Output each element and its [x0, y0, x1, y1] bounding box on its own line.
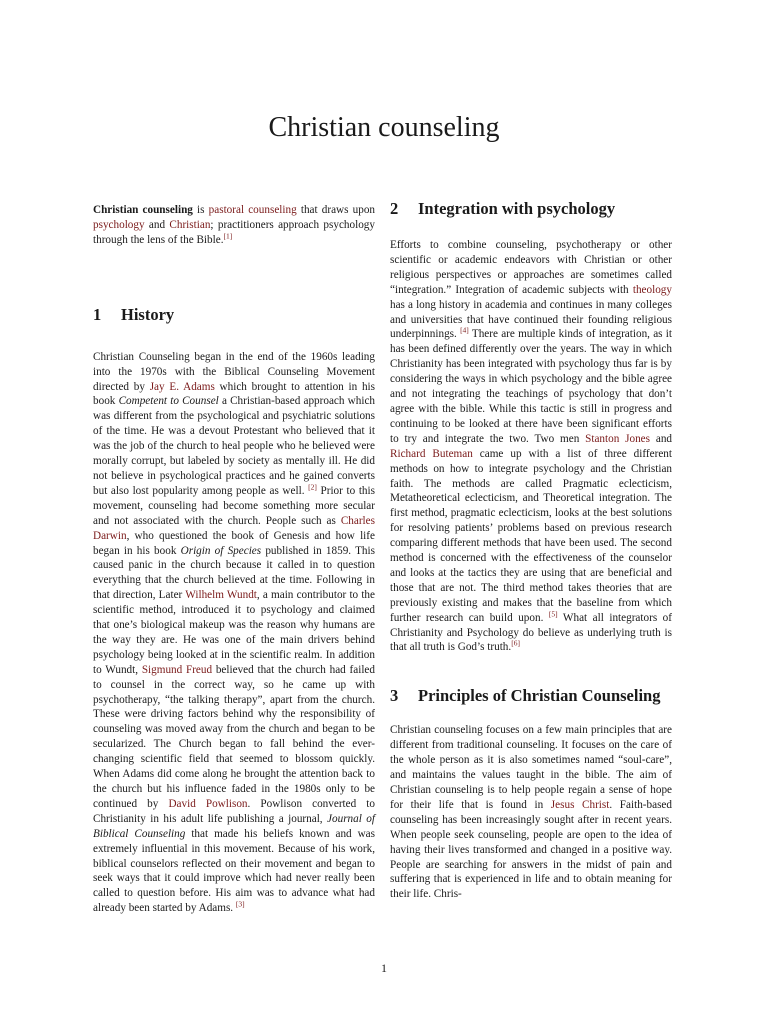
section-heading-principles: [390, 685, 672, 707]
text-span: is: [192, 204, 209, 216]
link-richard-buteman[interactable]: Richard Buteman: [390, 447, 473, 460]
page-number: 1: [381, 961, 387, 975]
section-heading-history: [93, 304, 375, 326]
section-heading-integration: [390, 198, 672, 220]
text-span: . Powlison converted to Christianity in his adult life publishing a journal,: [93, 797, 375, 825]
principles-paragraph: [390, 723, 672, 902]
section-number: 1: [93, 304, 102, 324]
citation-3[interactable]: [3]: [235, 899, 245, 909]
citation-5[interactable]: [5]: [548, 608, 558, 618]
text-span: that draws upon: [296, 204, 376, 216]
text-span: ; practitioners approach psychology through the lens of the Bible.: [93, 218, 375, 246]
text-span: . Faith-based counseling has been increasingly sought after in recent years. When people seek counseling, people are open to the idea of having their lives transformed and changed in a positive way. People are searching for answers in the midst of pain and suffering that is experienced in life and to obtain meaning for their life. Chris-: [390, 798, 672, 901]
text-span: There are multiple kinds of integration, as it has been defined differently over the years. The way in which Christianity has been integrated with psychology thus far is by considering the ways in which psychology and the bible agree and not integrating the teachings of psychology that don’t agree with the bible. While this tactic is still in progress and continuing to be looked at there have been significant efforts to try and integrate the two. Two men: [390, 328, 672, 445]
text-span: Efforts to combine counseling, psychotherapy or other scientific or academic endeavors with Christian or other religious perspectives or approaches are sometimes called “integration.” Integration of academic subjects with: [390, 239, 672, 296]
citation-6[interactable]: [6]: [511, 638, 520, 648]
section-title: History: [121, 304, 175, 324]
link-sigmund-freud[interactable]: Sigmund Freud: [141, 663, 213, 676]
text-span: Christian Counseling began in the end of the 1960s leading into the 1970s with the Biblical Counseling Movement directed by: [93, 350, 375, 393]
text-span: Christian counseling focuses on a few main principles that are different from traditional counseling. It focuses on the care of the whole person as it is also sometimes named “soul-care”, and maintains the values taught in the bible. The aim of Christian counseling is to help people regain a sense of hope for their life that is found in: [390, 724, 672, 811]
text-span: came up with a list of three different methods on how to integrate psychology and the Christian faith. The methods are called Pragmatic eclecticism, Metatheoretical eclecticism, and Theoretical integration. The first method, pragmatic eclecticism, looks at the best solutions for resolving patients’ problems based on previous research comparing different methods that have been used. The second method is concerned with the effectiveness of the counselor and looks at the tactics they are using that are beneficial and those that are not. The third method takes theories that are previously existing and makes that the baseline from which further research can build upon.: [390, 447, 672, 624]
integration-paragraph: [390, 238, 672, 655]
text-span: and: [650, 432, 673, 445]
link-jesus-christ[interactable]: Jesus Christ: [550, 798, 610, 811]
link-jay-e-adams[interactable]: Jay E. Adams: [149, 380, 215, 393]
section-number: 2: [390, 199, 399, 218]
text-span: , a main contributor to the scientific method, introduced it to psychology and claimed that one’s biological makeup was the reason why humans are the way they are. He was one of the main drivers behind psychology being looked at in the scientific realm. In addition to Wundt,: [93, 589, 375, 676]
text-span: has a long history in academia and continues in many colleges and universities that have continued their founding religious underpinnings.: [390, 298, 672, 341]
link-wilhelm-wundt[interactable]: Wilhelm Wundt: [185, 589, 257, 602]
text-span: Prior to this movement, counseling had become something more secular and not associated with the church. People such as: [93, 484, 375, 527]
text-span: a Christian-based approach which was different from the psychological and psychiatric solutions of the time. He was a devout Protestant who believed that it was the job of the church to heal people who he believed were morally corrupt, but labeled by society as mentally ill. He did not believe in psychological practices and he gained converts but also lost popularity among people as well.: [93, 395, 376, 497]
left-column: [93, 203, 375, 916]
page-title: Christian counseling: [268, 112, 500, 143]
text-span: which brought to attention in his book: [93, 380, 376, 408]
section-number: 3: [390, 686, 399, 706]
section-title: Integration with psychology: [418, 199, 616, 218]
link-charles-darwin[interactable]: Charles Darwin: [93, 514, 375, 542]
link-david-powlison[interactable]: David Powlison: [168, 797, 248, 810]
text-span: published in 1859. This caused panic in the church because it called in to question everything that the church believed at the time. Following in that direction, Later: [93, 544, 375, 602]
citation-2[interactable]: [2]: [308, 482, 317, 492]
book-title: Competent to Counsel: [118, 395, 219, 408]
text-span: that made his beliefs known and was extremely influential in this movement. Because of his work, biblical counselors reflected on their movement and began to seek ways that it could improve which had never really been called to question before. His aim was to advance what had already been started by Adams.: [93, 827, 375, 915]
right-column: [390, 198, 672, 902]
text-span: believed that the church had failed to counsel in the correct way, so he came up with psychotherapy, “the talking therapy”, apart from the church. These were driving factors behind why the responsibility of counseling was moved away from the church and began to be secularized. The Church began to fall behind the ever-changing scientific field that seemed to blossom quickly. When Adams did come along he brought the attention back to the church but his influence faded in the 1980s only to be continued by: [93, 663, 375, 810]
text-span: What all integrators of Christianity and Psychology do believe as underlying truth is that all truth is God’s truth.: [390, 611, 672, 654]
journal-title: Journal of Biblical Counseling: [93, 812, 375, 840]
text-span: and: [144, 218, 170, 231]
link-psychology[interactable]: psychology: [93, 218, 145, 231]
link-stanton-jones[interactable]: Stanton Jones: [585, 432, 651, 445]
link-christian[interactable]: Christian: [169, 218, 211, 231]
lead-paragraph: [93, 203, 375, 248]
section-title: Principles of Christian Counseling: [418, 686, 661, 706]
book-title: Origin of Species: [180, 544, 262, 557]
citation-1[interactable]: [1]: [223, 231, 233, 241]
text-span: , who questioned the book of Genesis and how life began in his book: [93, 529, 375, 557]
link-pastoral-counseling[interactable]: pastoral counseling: [208, 204, 297, 216]
citation-4[interactable]: [4]: [460, 325, 469, 335]
history-paragraph: [93, 350, 375, 916]
lead-term: Christian counseling: [93, 204, 193, 216]
link-theology[interactable]: theology: [632, 283, 672, 296]
